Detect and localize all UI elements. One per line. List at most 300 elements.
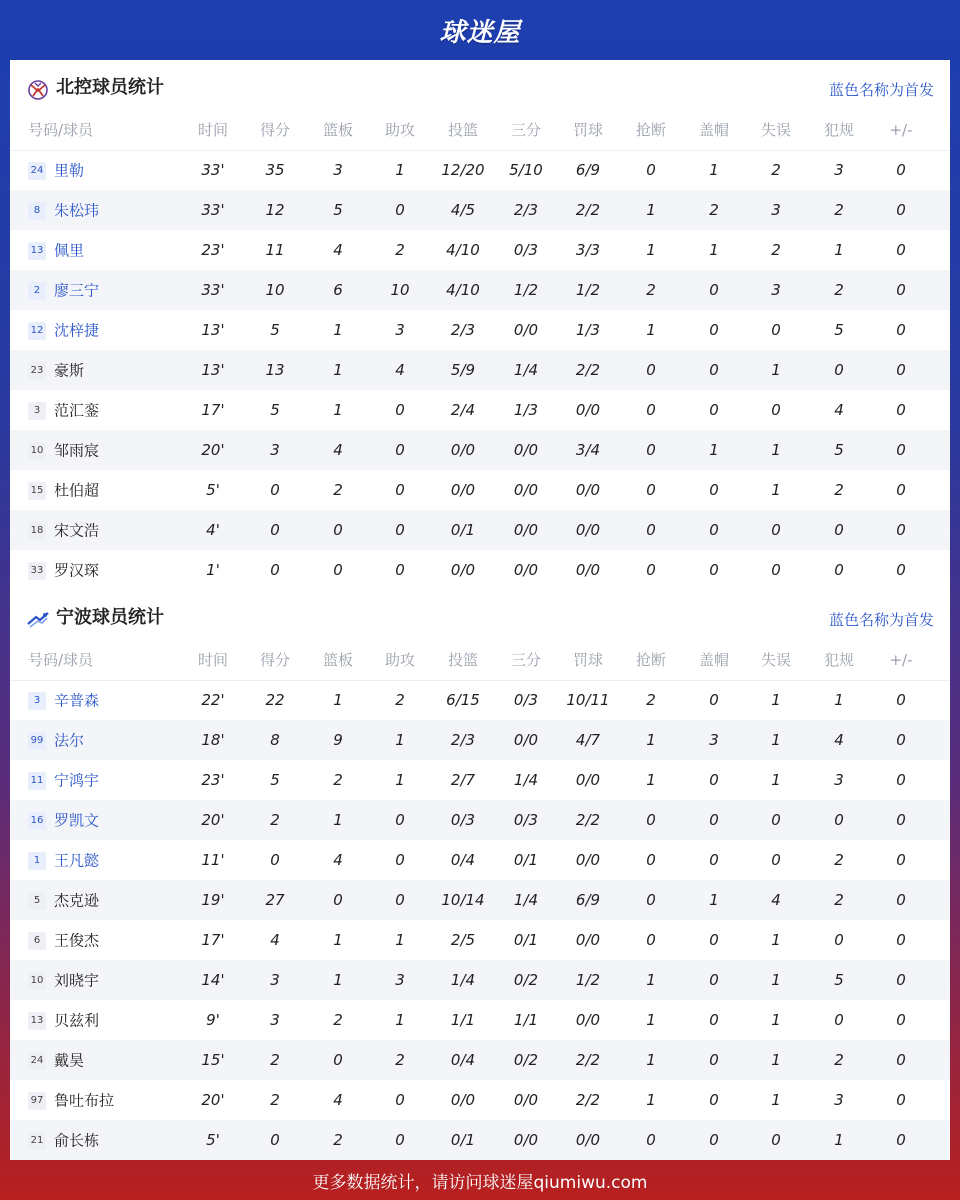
player-cell — [28, 920, 188, 960]
stat-cell: 0 — [395, 561, 405, 579]
stat-cell: 1 — [333, 321, 343, 339]
player-row[interactable] — [10, 230, 950, 270]
stat-cell: 4 — [834, 731, 844, 749]
stat-cell: 3 — [395, 971, 405, 989]
stat-cell: 0 — [709, 321, 719, 339]
stat-cell: 5 — [333, 201, 343, 219]
stat-cell: 1 — [395, 731, 405, 749]
player-cell — [28, 680, 188, 720]
stat-cell: 1 — [709, 891, 719, 909]
stat-cell: 0 — [896, 1011, 906, 1029]
stat-cell: 23' — [201, 771, 225, 789]
stat-cell: 4/5 — [450, 201, 476, 219]
stat-cell: 0 — [646, 441, 656, 459]
stat-cell: 0/0 — [513, 561, 539, 579]
stat-cell: 0/4 — [450, 1051, 476, 1069]
stat-cell: 0/4 — [450, 851, 476, 869]
stat-cell: 13' — [201, 361, 225, 379]
jersey-number: 21 — [28, 1132, 46, 1150]
stat-cell: 2/3 — [450, 321, 476, 339]
jersey-number: 13 — [28, 242, 46, 260]
stat-cell: 0 — [896, 1091, 906, 1109]
stat-cell: 0 — [395, 441, 405, 459]
stat-cell: 0 — [333, 521, 343, 539]
stat-cell: 0 — [896, 521, 906, 539]
stat-cell: 3/3 — [575, 241, 601, 259]
stat-cell: 10/11 — [566, 691, 610, 709]
stat-cell: 0 — [646, 1131, 656, 1149]
stat-cell: 2/5 — [450, 931, 476, 949]
stat-cell: 2 — [834, 281, 844, 299]
column-header[interactable]: 盖帽 — [698, 651, 729, 669]
stat-cell: 0 — [896, 361, 906, 379]
stat-cell: 18' — [201, 731, 225, 749]
stat-cell: 0 — [395, 201, 405, 219]
stat-cell: 1/4 — [513, 771, 539, 789]
stat-cell: 2/7 — [450, 771, 476, 789]
player-name[interactable]: 朱松玮 — [54, 201, 100, 220]
stat-cell: 4 — [771, 891, 781, 909]
player-name[interactable]: 宁鸿宇 — [54, 771, 100, 790]
stat-cell: 0 — [771, 401, 781, 419]
stat-cell: 0 — [646, 401, 656, 419]
column-header[interactable]: 犯规 — [823, 651, 854, 669]
stat-cell: 0 — [896, 731, 906, 749]
stat-cell: 1/2 — [575, 971, 601, 989]
stat-cell: 0 — [270, 521, 280, 539]
stat-cell: 2 — [834, 481, 844, 499]
player-name[interactable]: 邹雨宸 — [54, 441, 100, 460]
jersey-number: 97 — [28, 1092, 46, 1110]
stats-card — [10, 60, 950, 1160]
player-row[interactable] — [10, 1040, 950, 1080]
stat-cell: 19' — [201, 891, 225, 909]
stat-cell: 0/0 — [513, 441, 539, 459]
stat-cell: 2 — [270, 811, 280, 829]
stat-cell: 0 — [709, 851, 719, 869]
stat-cell: 0/0 — [513, 731, 539, 749]
player-name[interactable]: 贝兹利 — [54, 1011, 100, 1030]
column-header[interactable]: 投篮 — [447, 121, 478, 139]
stat-cell: 0/0 — [575, 1131, 601, 1149]
stat-cell: 0 — [834, 931, 844, 949]
player-name[interactable]: 法尔 — [54, 731, 85, 750]
column-header[interactable]: 犯规 — [823, 121, 854, 139]
stat-cell: 0 — [896, 321, 906, 339]
stat-cell: 0 — [896, 161, 906, 179]
column-header[interactable]: 得分 — [259, 651, 290, 669]
team-name: 宁波球员统计 — [56, 607, 164, 628]
stat-cell: 14' — [201, 971, 225, 989]
stat-cell: 20' — [201, 1091, 225, 1109]
player-row[interactable] — [10, 190, 950, 230]
stat-cell: 0 — [709, 1131, 719, 1149]
stat-cell: 0/0 — [575, 561, 601, 579]
stat-cell: 3 — [395, 321, 405, 339]
stat-cell: 3 — [834, 1091, 844, 1109]
player-name[interactable]: 辛普森 — [54, 691, 100, 710]
column-header[interactable]: 篮板 — [322, 121, 353, 139]
stat-cell: 33' — [201, 201, 225, 219]
column-header[interactable]: +/- — [889, 121, 913, 139]
stat-cell: 0/2 — [513, 1051, 539, 1069]
player-row[interactable] — [10, 510, 950, 550]
player-row[interactable] — [10, 920, 950, 960]
stat-cell: 0 — [896, 281, 906, 299]
stat-cell: 9 — [333, 731, 343, 749]
stat-cell: 0 — [896, 1051, 906, 1069]
stat-cell: 0 — [709, 771, 719, 789]
column-header[interactable]: 助攻 — [384, 121, 415, 139]
stat-cell: 13 — [265, 361, 285, 379]
stat-cell: 2 — [646, 281, 656, 299]
stat-cell: 2 — [834, 891, 844, 909]
player-cell — [28, 150, 188, 190]
player-row[interactable] — [10, 840, 950, 880]
player-cell — [28, 760, 188, 800]
stat-cell: 2/3 — [450, 731, 476, 749]
column-header[interactable]: 失误 — [760, 651, 791, 669]
player-name[interactable]: 沈梓捷 — [54, 321, 100, 340]
stat-cell: 0 — [896, 401, 906, 419]
stat-cell: 1/1 — [513, 1011, 539, 1029]
stat-cell: 3 — [834, 771, 844, 789]
stat-cell: 5 — [834, 441, 844, 459]
stat-cell: 4 — [333, 1091, 343, 1109]
stat-cell: 0/0 — [513, 321, 539, 339]
stat-cell: 0 — [646, 481, 656, 499]
player-row[interactable] — [10, 760, 950, 800]
stat-cell: 1/4 — [513, 361, 539, 379]
stat-cell: 1 — [834, 241, 844, 259]
stat-cell: 0/0 — [575, 771, 601, 789]
jersey-number: 16 — [28, 812, 46, 830]
stat-cell: 10 — [265, 281, 285, 299]
stat-cell: 1 — [771, 361, 781, 379]
stat-cell: 3 — [771, 281, 781, 299]
stat-cell: 1 — [646, 731, 656, 749]
stat-cell: 6/15 — [446, 691, 480, 709]
stat-cell: 0 — [395, 521, 405, 539]
stat-cell: 1 — [834, 691, 844, 709]
stat-cell: 0 — [395, 891, 405, 909]
stat-cell: 0 — [270, 1131, 280, 1149]
stat-cell: 15' — [201, 1051, 225, 1069]
stat-cell: 1/4 — [450, 971, 476, 989]
player-name[interactable]: 鲁吐布拉 — [54, 1091, 115, 1110]
stat-cell: 4 — [270, 931, 280, 949]
stat-cell: 0/0 — [513, 1131, 539, 1149]
stat-cell: 1 — [771, 731, 781, 749]
stat-cell: 0 — [709, 561, 719, 579]
stat-cell: 1 — [333, 811, 343, 829]
stat-cell: 0 — [834, 561, 844, 579]
stat-cell: 2/4 — [450, 401, 476, 419]
stat-cell: 0 — [395, 1131, 405, 1149]
stat-cell: 2 — [709, 201, 719, 219]
player-cell — [28, 470, 188, 510]
stat-cell: 0/3 — [513, 691, 539, 709]
stat-cell: 5/10 — [509, 161, 543, 179]
stat-cell: 5 — [270, 401, 280, 419]
column-header[interactable]: 罚球 — [572, 121, 603, 139]
stat-cell: 0 — [896, 891, 906, 909]
stat-cell: 2 — [395, 1051, 405, 1069]
column-header[interactable]: 罚球 — [572, 651, 603, 669]
column-header[interactable]: +/- — [889, 651, 913, 669]
stat-cell: 1 — [709, 161, 719, 179]
player-row[interactable] — [10, 270, 950, 310]
player-cell — [28, 1080, 188, 1120]
player-name[interactable]: 范汇銮 — [54, 401, 100, 420]
stat-cell: 2 — [771, 241, 781, 259]
player-cell — [28, 190, 188, 230]
stat-cell: 0/0 — [513, 481, 539, 499]
stat-cell: 1 — [771, 481, 781, 499]
stat-cell: 2/2 — [575, 1091, 601, 1109]
stat-cell: 3 — [771, 201, 781, 219]
stat-cell: 6/9 — [575, 891, 601, 909]
stat-cell: 1 — [771, 1011, 781, 1029]
player-cell — [28, 510, 188, 550]
stat-cell: 2 — [834, 1051, 844, 1069]
player-name[interactable]: 杰克逊 — [54, 891, 100, 910]
stat-cell: 2/2 — [575, 201, 601, 219]
player-name[interactable]: 罗凯文 — [54, 811, 100, 830]
stat-cell: 0 — [646, 851, 656, 869]
player-row[interactable] — [10, 390, 950, 430]
column-header[interactable]: 助攻 — [384, 651, 415, 669]
stat-cell: 4 — [333, 851, 343, 869]
site-logo[interactable]: 球迷屋 — [439, 17, 521, 48]
stat-cell: 23' — [201, 241, 225, 259]
stat-cell: 0 — [771, 811, 781, 829]
stat-cell: 2 — [270, 1051, 280, 1069]
player-row[interactable] — [10, 1080, 950, 1120]
stat-cell: 3 — [270, 441, 280, 459]
stat-cell: 0 — [834, 1011, 844, 1029]
stat-cell: 33' — [201, 281, 225, 299]
stat-cell: 0/0 — [450, 441, 476, 459]
player-row[interactable] — [10, 550, 950, 590]
stat-cell: 0 — [646, 811, 656, 829]
stat-cell: 1 — [333, 361, 343, 379]
stat-cell: 0 — [709, 691, 719, 709]
column-header[interactable]: 失误 — [760, 121, 791, 139]
player-row[interactable] — [10, 350, 950, 390]
stat-cell: 1 — [395, 1011, 405, 1029]
stat-cell: 1 — [771, 1051, 781, 1069]
player-cell — [28, 430, 188, 470]
stat-cell: 3 — [333, 161, 343, 179]
stat-cell: 8 — [270, 731, 280, 749]
player-name[interactable]: 罗汉琛 — [54, 561, 100, 580]
stat-cell: 0 — [709, 361, 719, 379]
column-header[interactable]: 抢断 — [635, 121, 666, 139]
column-header[interactable]: 抢断 — [635, 651, 666, 669]
stat-cell: 0 — [646, 931, 656, 949]
stat-cell: 0 — [896, 811, 906, 829]
stat-cell: 1 — [771, 771, 781, 789]
stat-cell: 2 — [333, 1131, 343, 1149]
player-cell — [28, 720, 188, 760]
stat-cell: 2/3 — [513, 201, 539, 219]
stat-cell: 3/4 — [575, 441, 601, 459]
column-header[interactable]: 三分 — [510, 121, 541, 139]
jersey-number: 1 — [28, 852, 46, 870]
stat-cell: 5 — [270, 771, 280, 789]
stat-cell: 0 — [709, 1091, 719, 1109]
jersey-number: 3 — [28, 402, 46, 420]
player-name[interactable]: 王凡懿 — [54, 851, 100, 870]
stat-cell: 1/2 — [575, 281, 601, 299]
stat-cell: 0 — [646, 361, 656, 379]
beikong-team-logo-icon — [26, 78, 50, 102]
player-name[interactable]: 俞长栋 — [54, 1131, 100, 1150]
player-row[interactable] — [10, 880, 950, 920]
player-name[interactable]: 刘晓宇 — [54, 971, 100, 990]
stat-cell: 22 — [265, 691, 285, 709]
player-cell — [28, 800, 188, 840]
stat-cell: 4 — [834, 401, 844, 419]
stat-cell: 1 — [333, 691, 343, 709]
stat-cell: 2 — [333, 1011, 343, 1029]
player-row[interactable] — [10, 310, 950, 350]
stat-cell: 3 — [270, 971, 280, 989]
player-name[interactable]: 杜伯超 — [54, 481, 100, 500]
player-row[interactable] — [10, 720, 950, 760]
stats-header-row — [10, 640, 950, 681]
stat-cell: 4' — [206, 521, 220, 539]
column-header[interactable]: 篮板 — [322, 651, 353, 669]
column-header[interactable]: 时间 — [197, 651, 228, 669]
column-header[interactable]: 时间 — [197, 121, 228, 139]
stat-cell: 0/0 — [575, 1011, 601, 1029]
stat-cell: 12 — [265, 201, 285, 219]
stat-cell: 0 — [896, 851, 906, 869]
column-header[interactable]: 号码/球员 — [28, 121, 94, 139]
player-row[interactable] — [10, 1120, 950, 1160]
stat-cell: 27 — [265, 891, 285, 909]
stat-cell: 1 — [771, 441, 781, 459]
column-header[interactable]: 得分 — [259, 121, 290, 139]
stat-cell: 0 — [896, 771, 906, 789]
stat-cell: 4/10 — [446, 281, 480, 299]
stat-cell: 0 — [896, 481, 906, 499]
stat-cell: 1/1 — [450, 1011, 476, 1029]
stat-cell: 0 — [395, 1091, 405, 1109]
stat-cell: 0 — [270, 481, 280, 499]
jersey-number: 24 — [28, 1052, 46, 1070]
stat-cell: 0/0 — [450, 1091, 476, 1109]
stat-cell: 0 — [646, 561, 656, 579]
stat-cell: 1/3 — [513, 401, 539, 419]
stat-cell: 2 — [834, 201, 844, 219]
stat-cell: 0/0 — [513, 1091, 539, 1109]
stat-cell: 0 — [709, 1011, 719, 1029]
stat-cell: 0/0 — [575, 401, 601, 419]
player-name[interactable]: 里勒 — [54, 161, 85, 180]
stat-cell: 3 — [270, 1011, 280, 1029]
player-name[interactable]: 宋文浩 — [54, 521, 100, 540]
stat-cell: 2/2 — [575, 361, 601, 379]
stat-cell: 5 — [834, 971, 844, 989]
player-cell — [28, 1120, 188, 1160]
player-row[interactable] — [10, 150, 950, 190]
starter-legend: 蓝色名称为首发 — [828, 81, 934, 99]
stat-cell: 0 — [896, 691, 906, 709]
footer-banner[interactable] — [0, 1160, 960, 1200]
player-row[interactable] — [10, 800, 950, 840]
stat-cell: 2 — [771, 161, 781, 179]
stat-cell: 20' — [201, 441, 225, 459]
stat-cell: 0 — [771, 561, 781, 579]
stat-cell: 11 — [265, 241, 285, 259]
jersey-number: 11 — [28, 772, 46, 790]
stat-cell: 0 — [896, 441, 906, 459]
stat-cell: 1 — [646, 241, 656, 259]
stat-cell: 0 — [646, 161, 656, 179]
top-bar — [0, 0, 960, 60]
stat-cell: 3 — [834, 161, 844, 179]
stat-cell: 1 — [771, 1091, 781, 1109]
stat-cell: 0 — [896, 1131, 906, 1149]
stat-cell: 0/3 — [513, 811, 539, 829]
stat-cell: 0 — [709, 401, 719, 419]
stat-cell: 0 — [771, 521, 781, 539]
stat-cell: 1 — [646, 1011, 656, 1029]
stat-cell: 0/3 — [450, 811, 476, 829]
stat-cell: 4/7 — [575, 731, 601, 749]
stat-cell: 0/1 — [513, 931, 539, 949]
column-header[interactable]: 三分 — [510, 651, 541, 669]
stat-cell: 1 — [395, 771, 405, 789]
player-name[interactable]: 王俊杰 — [54, 931, 100, 950]
jersey-number: 10 — [28, 442, 46, 460]
stat-cell: 0/2 — [513, 971, 539, 989]
stat-cell: 2/2 — [575, 811, 601, 829]
stat-cell: 3 — [709, 731, 719, 749]
player-name[interactable]: 豪斯 — [54, 361, 85, 380]
stat-cell: 5 — [834, 321, 844, 339]
stat-cell: 0/0 — [450, 561, 476, 579]
player-row[interactable] — [10, 960, 950, 1000]
stat-cell: 1 — [646, 1091, 656, 1109]
column-header[interactable]: 投篮 — [447, 651, 478, 669]
stat-cell: 0 — [395, 481, 405, 499]
player-row[interactable] — [10, 1000, 950, 1040]
player-row[interactable] — [10, 470, 950, 510]
stat-cell: 1 — [834, 1131, 844, 1149]
player-name[interactable]: 廖三宁 — [54, 281, 100, 300]
player-name[interactable]: 戴昊 — [54, 1051, 85, 1070]
stat-cell: 0 — [834, 811, 844, 829]
column-header[interactable]: 盖帽 — [698, 121, 729, 139]
stat-cell: 0 — [771, 1131, 781, 1149]
stat-cell: 2 — [834, 851, 844, 869]
jersey-number: 23 — [28, 362, 46, 380]
stat-cell: 0 — [771, 851, 781, 869]
player-row[interactable] — [10, 680, 950, 720]
player-row[interactable] — [10, 430, 950, 470]
stat-cell: 0/0 — [575, 481, 601, 499]
stat-cell: 6 — [333, 281, 343, 299]
stat-cell: 12/20 — [441, 161, 485, 179]
column-header[interactable]: 号码/球员 — [28, 651, 94, 669]
player-name[interactable]: 佩里 — [54, 241, 85, 260]
ningbo-team-logo-icon — [26, 608, 50, 632]
stat-cell: 2 — [395, 241, 405, 259]
